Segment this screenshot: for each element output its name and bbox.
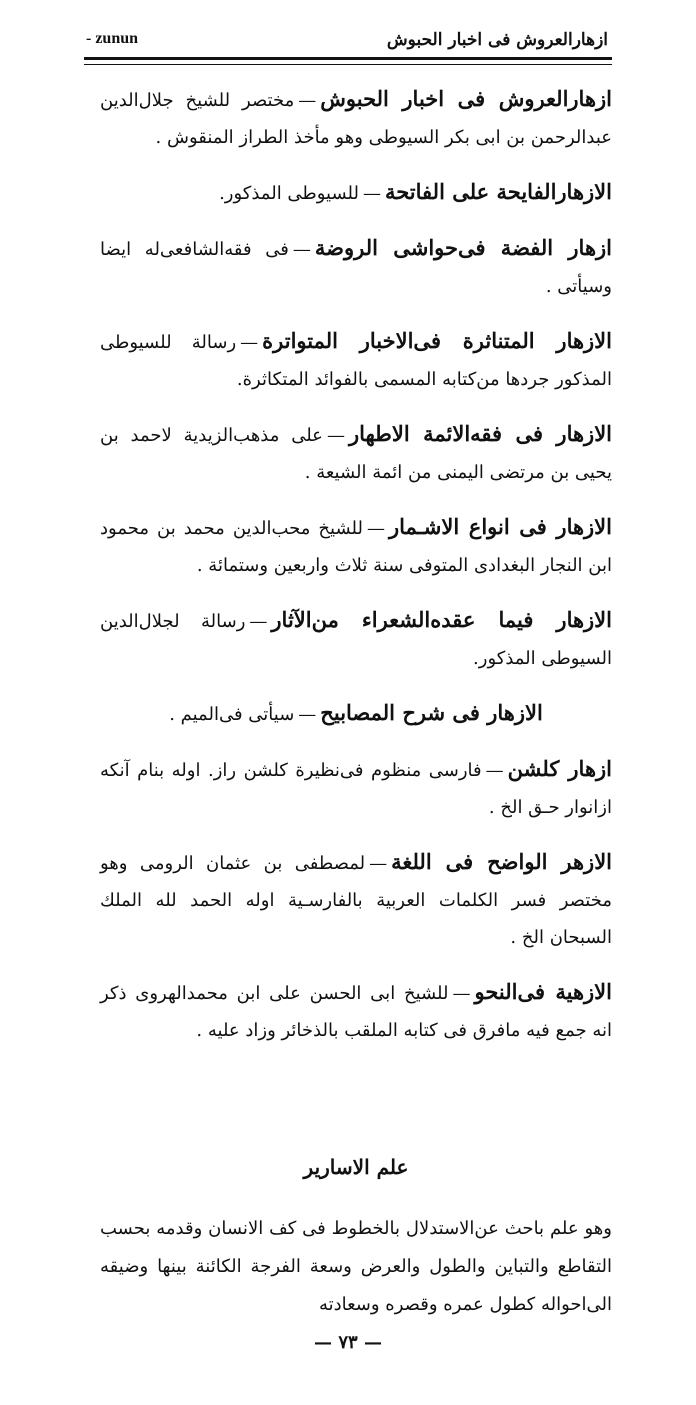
page-number: — ٧٣ — — [314, 1332, 382, 1353]
entry-title: الازهية فى‌النحو — [474, 979, 612, 1004]
entry-desc: رسالة للسيوطى المذكور جردها من‌كتابه المسمى بالفوائد المتكاثرة. — [100, 332, 612, 390]
entry: الازهار فى فقه‌الائمة الاطهار—على مذهب‌الزيدية لاحمد بن يحيى بن مرتضى اليمنى من ائمة الشيعة . — [100, 421, 613, 483]
entry-desc: فى فقه‌الشافعى‌له ايضا وسيأتى . — [100, 239, 612, 297]
running-header — [86, 30, 608, 52]
entry-title: الازهار المتناثرة فى‌الاخبار المتواترة — [262, 328, 612, 353]
entry: الازهية فى‌النحو—للشيخ ابى الحسن على ابن محمدالهروى ذكر انه جمع فيه مافرق فى كتابه الملقب بالذخائر وزاد عليه . — [100, 979, 612, 1041]
header-rule-thick — [84, 57, 612, 60]
entry-desc: للشيخ ابى الحسن على ابن محمدالهروى ذكر انه جمع فيه مافرق فى كتابه الملقب بالذخائر وزاد عليه . — [100, 983, 612, 1041]
entry-desc: على مذهب‌الزيدية لاحمد بن يحيى بن مرتضى اليمنى من ائمة الشيعة . — [100, 425, 612, 483]
header-left: - zunun — [86, 30, 139, 47]
entry-title: ازهار كلشن — [507, 756, 612, 781]
entry-title: الازهار فى انواع الاشـمار — [388, 514, 612, 539]
entry-title: الازهارالفايحة على الفاتحة — [384, 179, 612, 204]
entry: الازهار المتناثرة فى‌الاخبار المتواترة—رسالة للسيوطى المذكور جردها من‌كتابه المسمى بالفوائد المتكاثرة. — [100, 328, 612, 390]
entry: ازهارالعروش فى اخبار الحبوش—مختصر للشيخ جلال‌الدين عبدالرحمن بن ابى بكر السيوطى وهو مأخذ الطراز المنقوش . — [100, 86, 613, 148]
entry: الازهارالفايحة على الفاتحة—للسيوطى المذكور. — [219, 179, 612, 204]
entry-title: ازهار الفضة فى‌حواشى الروضة — [314, 235, 612, 260]
entry-desc: سيأتى فى‌الميم . — [169, 704, 295, 725]
entry-title: الازهر الواضح فى اللغة — [391, 849, 613, 874]
entry-desc: رسالة لجلال‌الدين السيوطى المذكور. — [100, 611, 612, 669]
entry-desc: مختصر للشيخ جلال‌الدين عبدالرحمن بن ابى بكر السيوطى وهو مأخذ الطراز المنقوش . — [100, 90, 612, 148]
entry: ازهار الفضة فى‌حواشى الروضة—فى فقه‌الشافعى‌له ايضا وسيأتى . — [100, 235, 612, 297]
entry: ازهار كلشن—فارسى منظوم فى‌نظيرة كلشن راز. اوله بنام آنكه ازانوار حـق الخ . — [100, 756, 612, 818]
header-title: ازهارالعروش فى اخبار الحبوش — [386, 30, 608, 50]
entry-desc: فارسى منظوم فى‌نظيرة كلشن راز. اوله بنام آنكه ازانوار حـق الخ . — [100, 760, 612, 818]
section-body: وهو علم باحث عن‌الاستدلال بالخطوط فى كف الانسان وقدمه بحسب التقاطع والتباين والطول والعرض وسعة الفرجة الكائنة بينها وضيقه الى‌احواله كطول عمره وقصره وسعادته — [100, 1218, 612, 1315]
entry-title: الازهار فى فقه‌الائمة الاطهار — [348, 421, 613, 446]
entry-desc: للشيخ محب‌الدين محمد بن محمود ابن النجار البغدادى المتوفى سنة ثلاث واربعين وستمائة . — [100, 518, 612, 576]
entry: الازهار فى انواع الاشـمار—للشيخ محب‌الدين محمد بن محمود ابن النجار البغدادى المتوفى سنة ثلاث واربعين وستمائة . — [100, 514, 612, 576]
entry-title: الازهار فيما عقده‌الشعراء من‌الآثار — [271, 607, 612, 632]
section-title: علم الاسارير — [303, 1155, 409, 1179]
entry-desc: للسيوطى المذكور. — [219, 183, 359, 204]
entry: الازهر الواضح فى اللغة—لمصطفى بن عثمان الرومى وهو مختصر فسر الكلمات العربية بالفارسـية اوله الحمد لله الملك السبحان الخ . — [100, 849, 613, 948]
entry-desc: لمصطفى بن عثمان الرومى وهو مختصر فسر الكلمات العربية بالفارسـية اوله الحمد لله الملك السبحان الخ . — [100, 853, 612, 948]
entries-list — [100, 80, 612, 1066]
entry-title: ازهارالعروش فى اخبار الحبوش — [320, 86, 613, 111]
entry-title: الازهار فى شرح المصابيح — [320, 700, 543, 725]
header-rule-thin — [84, 64, 612, 65]
entry: الازهار فيما عقده‌الشعراء من‌الآثار—رسالة لجلال‌الدين السيوطى المذكور. — [100, 607, 612, 669]
entry: الازهار فى شرح المصابيح—سيأتى فى‌الميم . — [169, 700, 543, 725]
